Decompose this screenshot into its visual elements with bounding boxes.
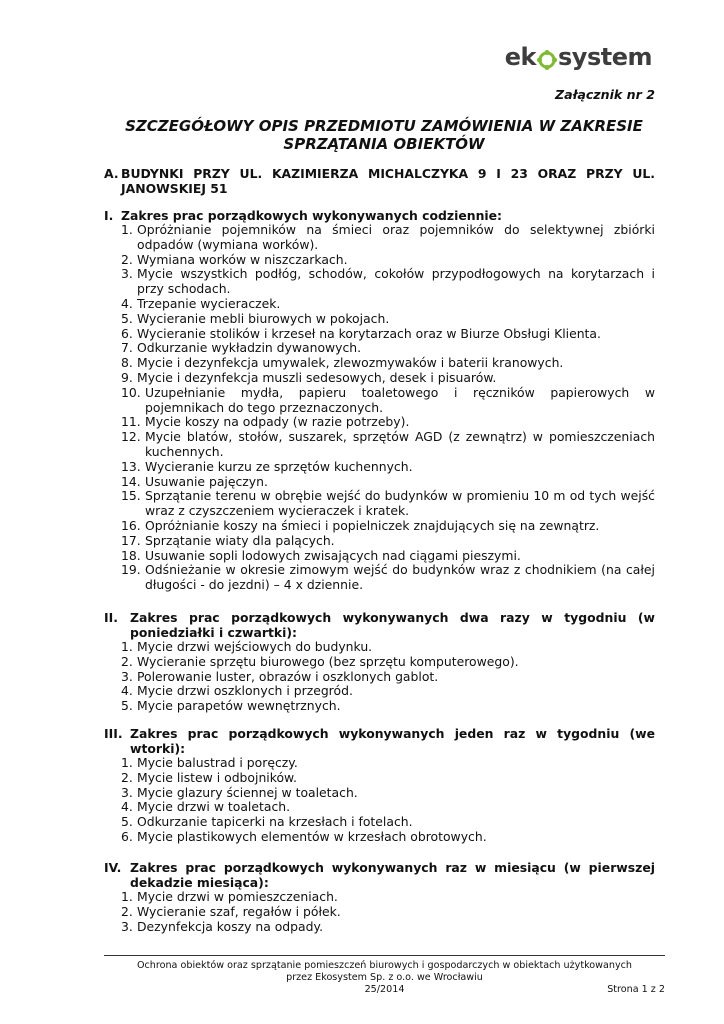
list-item-text: Mycie wszystkich podłóg, schodów, cokołów przypodłogowych na korytarzach i przy schodach. (137, 266, 655, 297)
list-item-number: 5. (121, 310, 133, 326)
item-list (104, 223, 655, 593)
list-item (104, 699, 655, 714)
list-item-number: 2. (121, 251, 133, 267)
list-item-number: 9. (121, 369, 133, 385)
list-item-number: 13. (121, 458, 141, 474)
list-item (104, 670, 655, 685)
list-item-number: 7. (121, 340, 133, 356)
list-item-text: Mycie i dezynfekcja umywalek, zlewozmywaków i baterii kranowych. (137, 355, 564, 371)
list-item-text: Wycieranie stolików i krzeseł na korytarzach oraz w Biurze Obsługi Klienta. (137, 325, 601, 341)
list-item-text: Mycie i dezynfekcja muszli sedesowych, desek i pisuarów. (137, 369, 497, 385)
block-numeral: II. (104, 610, 118, 625)
list-item-text: Opróżnianie koszy na śmieci i popielniczek znajdujących się na zewnątrz. (145, 517, 600, 533)
block-twice-weekly (104, 610, 655, 714)
list-item-number: 4. (121, 683, 133, 699)
list-item-number: 2. (121, 769, 133, 785)
list-item-number: 16. (121, 517, 141, 533)
title-line-2: SPRZĄTANIA OBIEKTÓW (283, 135, 485, 153)
list-item-number: 1. (121, 639, 133, 654)
list-item (104, 415, 655, 430)
item-list (104, 640, 655, 714)
list-item (104, 253, 655, 268)
list-item-text: Sprzątanie wiaty dla palących. (145, 532, 335, 548)
list-item-number: 6. (121, 325, 133, 341)
block-heading-text: Zakres prac porządkowych wykonywanych raz w miesiącu (w pierwszej dekadzie miesiąca): (130, 860, 655, 890)
list-item-text: Wycieranie sprzętu biurowego (bez sprzętu komputerowego). (137, 653, 519, 669)
title-line-1: SZCZEGÓŁOWY OPIS PRZEDMIOTU ZAMÓWIENIA W ZAKRESIE (125, 117, 643, 135)
list-item-text: Dezynfekcja koszy na odpady. (137, 918, 324, 934)
list-item (104, 430, 655, 460)
list-item (104, 756, 655, 771)
list-item-text: Mycie koszy na odpady (w razie potrzeby). (145, 414, 410, 430)
list-item-number: 4. (121, 295, 133, 311)
list-item (104, 519, 655, 534)
section-a-label: A. (104, 166, 119, 181)
list-item-number: 12. (121, 429, 141, 445)
list-item-number: 3. (121, 918, 133, 934)
company-logo (505, 40, 652, 74)
list-item-number: 15. (121, 488, 141, 504)
block-heading (104, 726, 655, 756)
list-item (104, 223, 655, 253)
list-item (104, 534, 655, 549)
list-item (104, 771, 655, 786)
list-item (104, 655, 655, 670)
list-item-text: Mycie plastikowych elementów w krzesłach obrotowych. (137, 828, 487, 844)
block-heading (104, 860, 655, 890)
list-item-number: 1. (121, 889, 133, 904)
list-item-number: 11. (121, 414, 141, 430)
list-item-number: 3. (121, 784, 133, 800)
list-item-text: Sprzątanie terenu w obrębie wejść do budynków w promieniu 10 m od tych wejść wraz z czyszczeniem wycieraczek i kratek. (145, 488, 655, 519)
block-weekly (104, 726, 655, 845)
list-item-text: Mycie balustrad i poręczy. (137, 755, 298, 770)
list-item (104, 830, 655, 845)
page-footer (104, 960, 665, 996)
list-item (104, 640, 655, 655)
document-title (104, 117, 664, 153)
list-item-number: 3. (121, 668, 133, 684)
list-item-number: 14. (121, 473, 141, 489)
block-heading-text: Zakres prac porządkowych wykonywanych codziennie: (121, 208, 503, 223)
list-item (104, 815, 655, 830)
footer-divider (104, 955, 665, 956)
block-daily (104, 208, 655, 593)
list-item (104, 460, 655, 475)
list-item (104, 386, 655, 416)
item-list (104, 756, 655, 845)
block-numeral: III. (104, 726, 123, 741)
logo-text-right: system (558, 43, 652, 71)
list-item (104, 489, 655, 519)
list-item-number: 2. (121, 903, 133, 919)
annex-label: Załącznik nr 2 (554, 87, 655, 102)
block-numeral: IV. (104, 860, 122, 875)
list-item (104, 371, 655, 386)
list-item-text: Trzepanie wycieraczek. (137, 295, 281, 311)
list-item-number: 18. (121, 547, 141, 563)
list-item (104, 267, 655, 297)
list-item-number: 17. (121, 532, 141, 548)
list-item-text: Wycieranie szaf, regałów i półek. (137, 903, 341, 919)
list-item-text: Wycieranie kurzu ze sprzętów kuchennych. (145, 458, 413, 474)
logo-globe-icon (537, 50, 557, 70)
footer-line-1: Ochrona obiektów oraz sprzątanie pomieszczeń biurowych i gospodarczych w obiektach użytkowanych (136, 960, 633, 971)
list-item (104, 786, 655, 801)
list-item-text: Mycie listew i odbojników. (137, 769, 297, 785)
block-numeral: I. (104, 208, 114, 223)
list-item (104, 905, 655, 920)
list-item-text: Uzupełnianie mydła, papieru toaletowego i ręczników papierowych w pojemnikach do tego przeznaczonych. (145, 384, 655, 415)
list-item-text: Mycie drzwi wejściowych do budynku. (137, 639, 373, 654)
block-heading (104, 208, 655, 223)
list-item-text: Wycieranie mebli biurowych w pokojach. (137, 310, 390, 326)
list-item (104, 327, 655, 342)
list-item-text: Odśnieżanie w okresie zimowym wejść do budynków wraz z chodnikiem (na całej długości - do jezdni) – 4 x dziennie. (145, 562, 655, 593)
list-item-number: 10. (121, 384, 141, 400)
list-item (104, 341, 655, 356)
list-item-text: Mycie drzwi oszklonych i przegród. (137, 683, 353, 699)
list-item-text: Opróżnianie pojemników na śmieci oraz pojemników do selektywnej zbiórki odpadów (wymiana worków). (137, 222, 655, 252)
list-item (104, 800, 655, 815)
block-monthly (104, 860, 655, 934)
item-list (104, 890, 655, 934)
list-item (104, 356, 655, 371)
list-item (104, 684, 655, 699)
list-item-text: Usuwanie sopli lodowych zwisających nad ciągami pieszymi. (145, 547, 521, 563)
logo-text-left: ek (504, 43, 537, 71)
block-heading-text: Zakres prac porządkowych wykonywanych jeden raz w tygodniu (we wtorki): (130, 726, 655, 756)
list-item-number: 5. (121, 698, 133, 714)
list-item-number: 2. (121, 653, 133, 669)
list-item-text: Odkurzanie tapicerki na krzesłach i fotelach. (137, 814, 413, 830)
list-item-number: 8. (121, 355, 133, 371)
list-item-number: 6. (121, 828, 133, 844)
block-heading (104, 610, 655, 640)
list-item (104, 549, 655, 564)
list-item-number: 1. (121, 755, 133, 770)
list-item (104, 297, 655, 312)
list-item-text: Mycie drzwi w toaletach. (137, 799, 291, 815)
list-item-text: Odkurzanie wykładzin dywanowych. (137, 340, 362, 356)
list-item-text: Mycie parapetów wewnętrznych. (137, 698, 341, 714)
list-item-number: 19. (121, 562, 141, 578)
section-a-text: BUDYNKI PRZY UL. KAZIMIERZA MICHALCZYKA 9 I 23 ORAZ PRZY UL. JANOWSKIEJ 51 (121, 166, 655, 196)
block-heading-text: Zakres prac porządkowych wykonywanych dwa razy w tygodniu (w poniedziałki i czwartki): (130, 610, 655, 640)
list-item-text: Polerowanie luster, obrazów i oszklonych gablot. (137, 668, 439, 684)
list-item-text: Usuwanie pajęczyn. (145, 473, 268, 489)
list-item (104, 312, 655, 327)
section-a-heading (104, 166, 655, 196)
page-number: Strona 1 z 2 (607, 984, 665, 995)
list-item-text: Mycie drzwi w pomieszczeniach. (137, 889, 338, 904)
list-item (104, 920, 655, 935)
list-item-text: Mycie blatów, stołów, suszarek, sprzętów AGD (z zewnątrz) w pomieszczeniach kuchennych. (145, 429, 655, 459)
list-item (104, 475, 655, 490)
list-item-text: Wymiana worków w niszczarkach. (137, 251, 348, 267)
list-item (104, 563, 655, 593)
list-item-number: 1. (121, 222, 133, 237)
footer-line-2: przez Ekosystem Sp. z o.o. we Wrocławiu (286, 972, 483, 983)
list-item-number: 4. (121, 799, 133, 815)
list-item (104, 890, 655, 905)
list-item-text: Mycie glazury ściennej w toaletach. (137, 784, 358, 800)
list-item-number: 5. (121, 814, 133, 830)
list-item-number: 3. (121, 266, 133, 282)
footer-line-3: 25/2014 (364, 984, 405, 995)
